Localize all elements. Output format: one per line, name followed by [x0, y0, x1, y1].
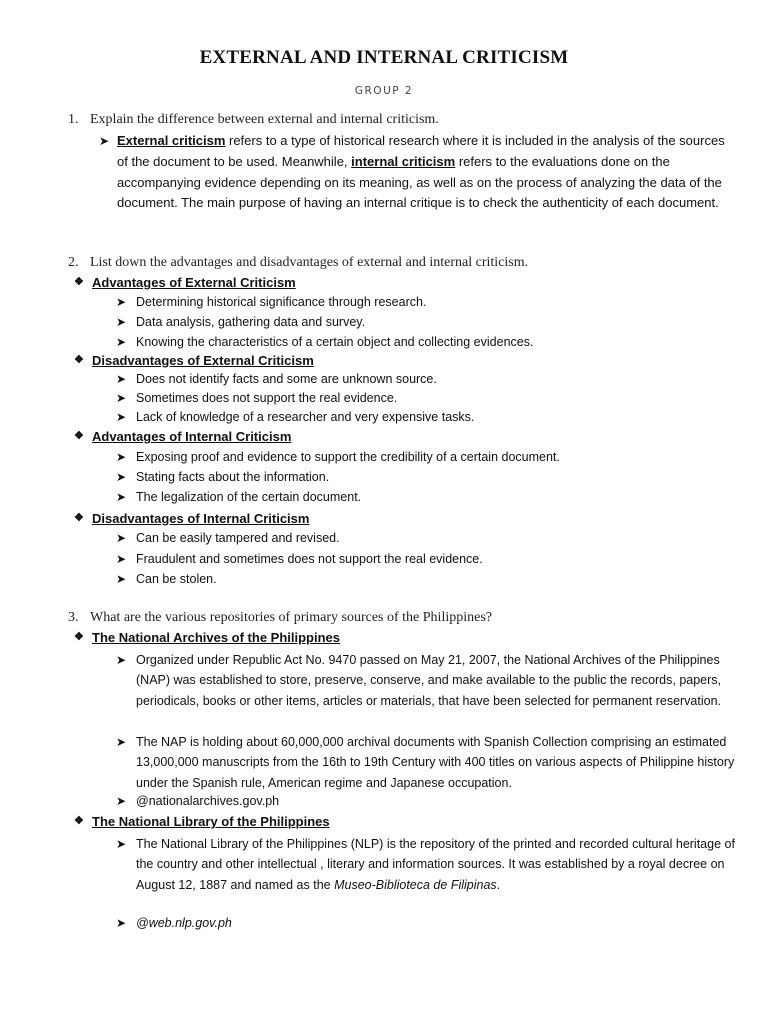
term-external-criticism: External criticism: [117, 133, 226, 148]
list-item: ➤ Fraudulent and sometimes does not support the real evidence.: [116, 552, 483, 566]
list-item: ➤ @nationalarchives.gov.ph: [116, 794, 280, 808]
list-item: ➤ Can be stolen.: [116, 572, 217, 586]
diamond-bullet-icon: ❖: [74, 354, 84, 366]
list-item: ➤ The National Library of the Philippines (NLP) is the repository of the printed and recorded cultural heritage of the country and other intellectual , literary and information sources. It was established by a royal decree on August 12, 1887 and named as the Museo-Biblioteca de Filipinas.: [136, 834, 736, 895]
page-subtitle: GROUP 2: [354, 85, 414, 97]
arrow-bullet-icon: ➤: [116, 837, 127, 851]
list-item: ➤ Does not identify facts and some are unknown source.: [116, 372, 437, 386]
question-2: [68, 255, 528, 271]
diamond-bullet-icon: ❖: [74, 430, 84, 442]
question-number: 3.: [68, 610, 79, 625]
arrow-bullet-icon: ➤: [116, 735, 127, 749]
section-heading: ❖ Advantages of External Criticism: [74, 275, 296, 290]
list-item: ➤ Determining historical significance through research.: [116, 295, 427, 309]
arrow-bullet-icon: ➤: [116, 450, 127, 464]
question-text: What are the various repositories of primary sources of the Philippines?: [90, 610, 492, 625]
arrow-bullet-icon: ➤: [116, 295, 127, 309]
list-item: ➤ @web.nlp.gov.ph: [116, 916, 232, 930]
question-number: 2.: [68, 255, 79, 270]
question-number: 1.: [68, 112, 79, 127]
arrow-bullet-icon: ➤: [116, 391, 127, 405]
list-item: ➤ Knowing the characteristics of a certain object and collecting evidences.: [116, 335, 534, 349]
question-text: List down the advantages and disadvantages of external and internal criticism.: [90, 255, 529, 270]
arrow-bullet-icon: ➤: [116, 335, 127, 349]
list-item: ➤ Exposing proof and evidence to support the credibility of a certain document.: [116, 450, 560, 464]
list-item: ➤ Lack of knowledge of a researcher and very expensive tasks.: [116, 410, 475, 424]
question-1: [68, 112, 439, 128]
arrow-bullet-icon: ➤: [116, 572, 127, 586]
arrow-bullet-icon: ➤: [116, 531, 127, 545]
arrow-bullet-icon: ➤: [116, 552, 127, 566]
term-internal-criticism: internal criticism: [351, 153, 456, 169]
list-item: ➤ Can be easily tampered and revised.: [116, 531, 340, 545]
arrow-bullet-icon: ➤: [116, 410, 127, 424]
list-item: ➤ The NAP is holding about 60,000,000 archival documents with Spanish Collection comprising an estimated 13,000,000 manuscripts from the 16th to 19th Century with 400 titles on various aspects of Philippine history under the Spanish rule, American regime and Japanese occupation.: [136, 732, 736, 793]
diamond-bullet-icon: ❖: [74, 815, 84, 827]
section-heading: ❖ The National Library of the Philippines: [74, 814, 330, 829]
arrow-bullet-icon: ➤: [116, 470, 127, 484]
arrow-bullet-icon: ➤: [116, 490, 127, 504]
page-title: EXTERNAL AND INTERNAL CRITICISM: [199, 47, 569, 68]
list-item: ➤ Stating facts about the information.: [116, 470, 330, 484]
arrow-bullet-icon: ➤: [116, 794, 127, 808]
arrow-bullet-icon: ➤: [116, 315, 127, 329]
answer-text: refers to the evaluations done on the accompanying evidence depending on its meaning, as well as on the process of analyzing the data of the document. The main purpose of having an internal critique is to check the authenticity of each document.: [117, 153, 722, 211]
arrow-bullet-icon: ➤: [116, 372, 127, 386]
section-heading: ❖ Disadvantages of External Criticism: [74, 353, 314, 368]
diamond-bullet-icon: ❖: [74, 276, 84, 288]
answer-text: refers to a type of historical research where it is included in the analysis of the sources of the document to be used. Meanwhile,: [117, 133, 725, 169]
list-item: ➤ Sometimes does not support the real evidence.: [116, 391, 398, 405]
section-heading: ❖ Advantages of Internal Criticism: [74, 429, 292, 444]
section-heading: ❖ The National Archives of the Philippines: [74, 630, 341, 645]
diamond-bullet-icon: ❖: [74, 512, 84, 524]
list-item: ➤ Data analysis, gathering data and survey.: [116, 315, 366, 329]
diamond-bullet-icon: ❖: [74, 631, 84, 643]
question-3: [68, 610, 492, 626]
list-item: ➤ The legalization of the certain document.: [116, 490, 362, 504]
question-text: Explain the difference between external and internal criticism.: [90, 112, 439, 127]
arrow-bullet-icon: ➤: [99, 134, 110, 148]
list-item: ➤ Organized under Republic Act No. 9470 passed on May 21, 2007, the National Archives of the Philippines (NAP) was established to store, preserve, conserve, and make available to the public the records, papers, periodicals, books or other items, articles or materials, that have been selected for permanent reservation.: [136, 650, 736, 711]
answer-1: [99, 131, 732, 214]
arrow-bullet-icon: ➤: [116, 653, 127, 667]
section-heading: ❖ Disadvantages of Internal Criticism: [74, 511, 310, 526]
arrow-bullet-icon: ➤: [116, 916, 127, 930]
